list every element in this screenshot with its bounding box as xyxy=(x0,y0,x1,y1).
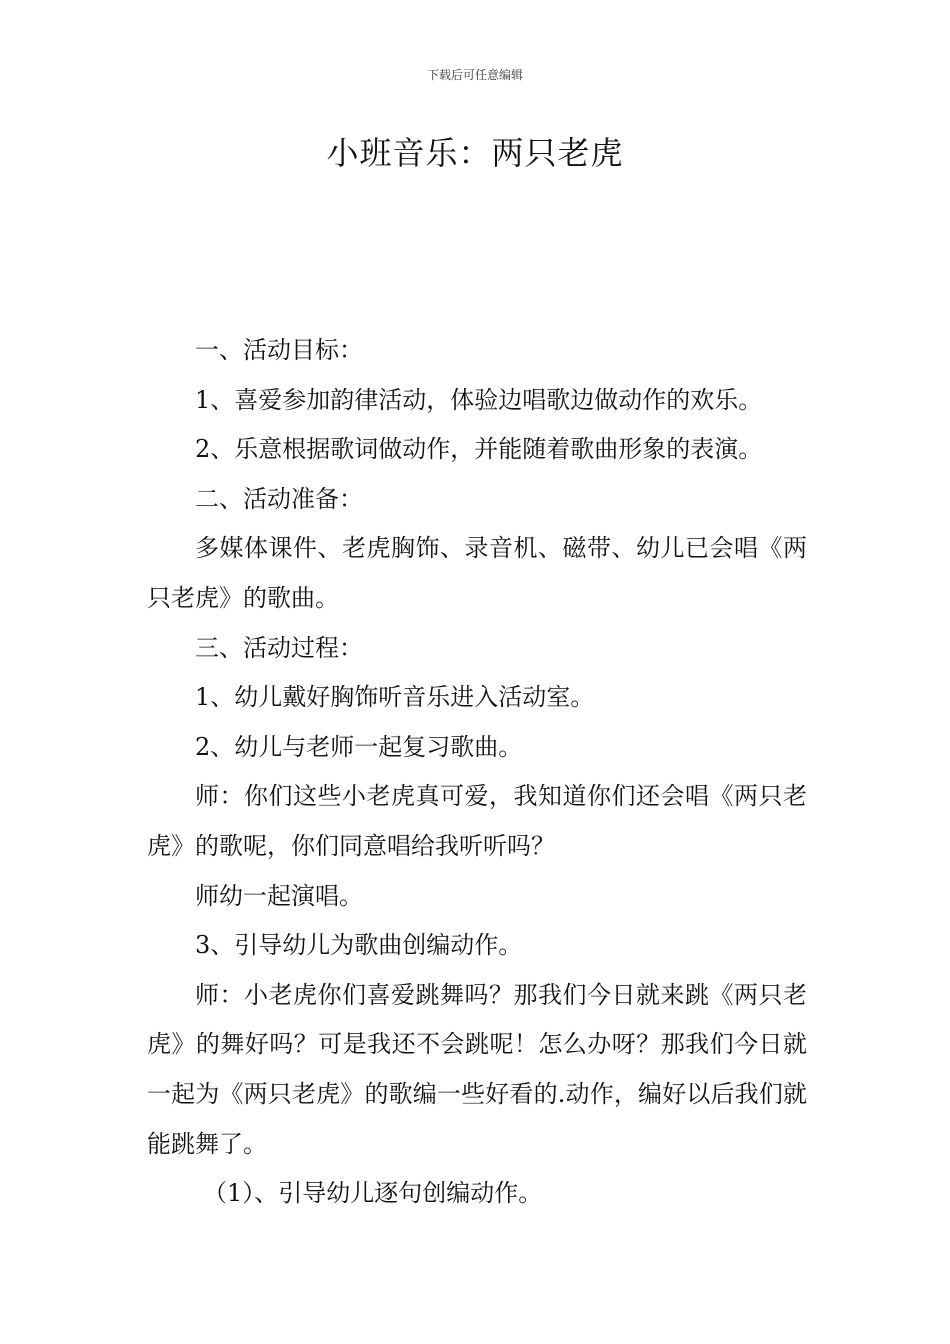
document-body xyxy=(147,326,807,1219)
teacher-dialogue-2: 师：小老虎你们喜爱跳舞吗？那我们今日就来跳《两只老虎》的舞好吗？可是我还不会跳呢！怎么办呀？那我们今日就一起为《两只老虎》的歌编一些好看的.动作，编好以后我们就能跳舞了。 xyxy=(147,980,807,1158)
teacher-dialogue-1: 师：你们这些小老虎真可爱，我知道你们还会唱《两只老虎》的歌呢，你们同意唱给我听听吗？ xyxy=(147,782,807,860)
process-step-2: 2、幼儿与老师一起复习歌曲。 xyxy=(195,732,523,761)
header-note: 下载后可任意编辑 xyxy=(426,68,523,82)
sub-step-1: （1）、引导幼儿逐句创编动作。 xyxy=(203,1179,543,1208)
document-title: 小班音乐：两只老虎 xyxy=(326,134,624,172)
section-heading-process: 三、活动过程： xyxy=(195,633,363,662)
goal-item-1: 1、喜爱参加韵律活动，体验边唱歌边做动作的欢乐。 xyxy=(195,385,763,414)
process-step-3: 3、引导幼儿为歌曲创编动作。 xyxy=(195,931,523,960)
sing-together-text: 师幼一起演唱。 xyxy=(195,881,363,910)
section-heading-goals: 一、活动目标： xyxy=(195,336,363,364)
preparation-text: 多媒体课件、老虎胸饰、录音机、磁带、幼儿已会唱《两只老虎》的歌曲。 xyxy=(147,534,807,612)
goal-item-2: 2、乐意根据歌词做动作，并能随着歌曲形象的表演。 xyxy=(195,435,763,464)
process-step-1: 1、幼儿戴好胸饰听音乐进入活动室。 xyxy=(195,683,595,712)
section-heading-preparation: 二、活动准备： xyxy=(195,484,363,513)
